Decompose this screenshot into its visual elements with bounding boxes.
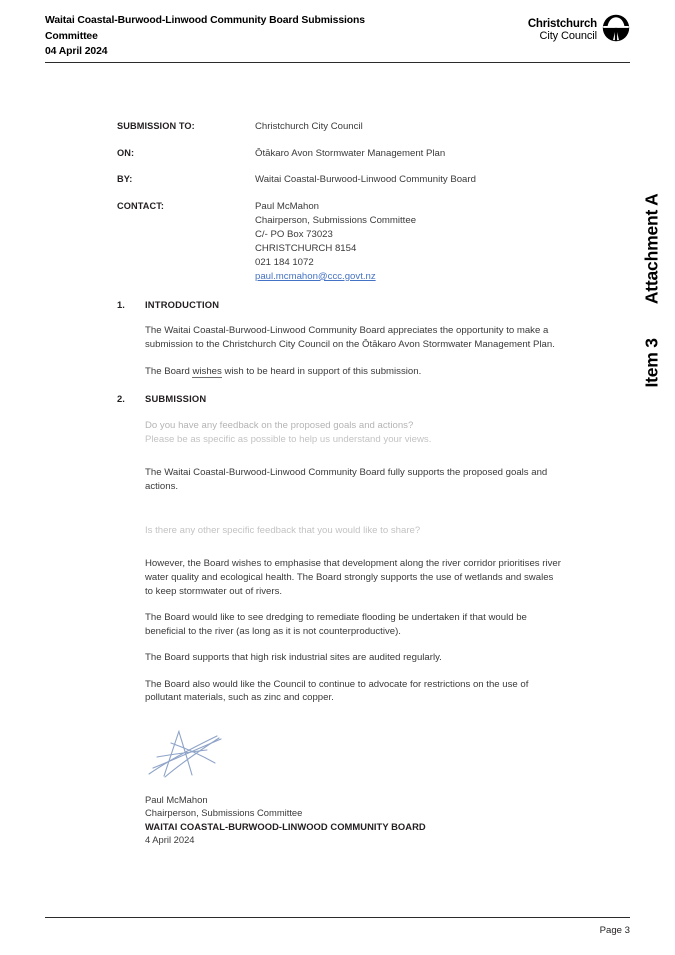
section-introduction-title: INTRODUCTION — [145, 298, 220, 310]
contact-address-line-1: C/- PO Box 73023 — [255, 228, 333, 240]
meta-label-submission-to: SUBMISSION TO: — [117, 121, 195, 131]
header-title — [45, 13, 365, 60]
question-prompt-1-line-2: Please be as specific as possible to help us understand your views. — [145, 433, 432, 445]
introduction-paragraph-2-suffix: wish to be heard in support of this submission. — [221, 365, 422, 377]
submission-answer-1: The Waitai Coastal-Burwood-Linwood Community Board fully supports the proposed goals and actions. — [145, 467, 548, 492]
section-introduction-body — [145, 324, 562, 378]
introduction-paragraph-2 — [145, 365, 562, 379]
header-title-line-2: Committee — [45, 30, 98, 42]
meta-label-on: ON: — [117, 147, 135, 158]
council-crest-icon — [602, 14, 630, 47]
section-introduction-number: 1. — [117, 298, 125, 310]
section-submission-heading — [117, 392, 562, 406]
footer-divider — [45, 917, 630, 918]
contact-role: Chairperson, Submissions Committee — [255, 214, 417, 226]
signature-image — [145, 727, 562, 789]
question-prompt-1 — [145, 419, 562, 447]
question-prompt-2-line-1: Is there any other specific feedback that you would like to share? — [145, 524, 421, 536]
meta-row-submission-to — [117, 120, 562, 147]
header-divider — [45, 62, 630, 63]
contact-address-line-2: CHRISTCHURCH 8154 — [255, 242, 357, 254]
meta-value-by: Waitai Coastal-Burwood-Linwood Community Board — [255, 174, 476, 186]
signature-name: Paul McMahon — [145, 794, 208, 806]
logo-line-2: City Council — [539, 29, 597, 42]
signature-organisation: WAITAI COASTAL-BURWOOD-LINWOOD COMMUNITY BOARD — [145, 820, 426, 832]
meta-row-by — [117, 173, 562, 200]
section-submission-title: SUBMISSION — [145, 393, 207, 405]
logo-line-1: Christchurch — [527, 18, 597, 30]
signature-role: Chairperson, Submissions Committee — [145, 807, 303, 819]
meta-row-contact — [117, 200, 562, 284]
meta-value-submission-to: Christchurch City Council — [255, 121, 363, 132]
document-header — [45, 13, 630, 60]
footer-page-number: Page 3 — [599, 925, 630, 936]
meta-label-by: BY: — [117, 174, 133, 185]
question-prompt-1-line-1: Do you have any feedback on the proposed goals and actions? — [145, 419, 414, 431]
logo-wordmark — [528, 19, 597, 42]
spellcheck-marked-word: wishes — [192, 365, 222, 377]
meta-label-contact: CONTACT: — [117, 200, 165, 211]
signature-date: 4 April 2024 — [145, 834, 195, 846]
contact-email-link[interactable]: paul.mcmahon@ccc.govt.nz — [255, 270, 376, 282]
submission-details-table — [117, 120, 562, 284]
meta-value-contact — [255, 200, 562, 284]
submission-answer-2: However, the Board wishes to emphasise that development along the river corridor prioritises river water quality and ecological health. The Board strongly supports the use of wetlands and swales to keep stormwater out of rivers. — [145, 558, 561, 597]
header-title-line-1: Waitai Coastal-Burwood-Linwood Community Board Submissions — [45, 15, 365, 26]
introduction-paragraph-1: The Waitai Coastal-Burwood-Linwood Community Board appreciates the opportunity to make a submission to the Christchurch City Council on the Ōtākaro Avon Stormwater Management Plan. — [145, 325, 555, 350]
introduction-paragraph-2-prefix: The Board — [145, 365, 193, 377]
contact-name: Paul McMahon — [255, 200, 319, 212]
side-tab-attachment: Attachment A — [641, 193, 662, 305]
contact-phone: 021 184 1072 — [255, 256, 314, 268]
submission-answer-4: The Board supports that high risk industrial sites are audited regularly. — [145, 652, 442, 664]
section-submission — [117, 392, 562, 705]
question-prompt-2 — [145, 524, 562, 538]
section-submission-body — [145, 419, 562, 705]
meta-value-on: Ōtākaro Avon Stormwater Management Plan — [255, 147, 446, 159]
christchurch-city-council-logo — [528, 14, 630, 47]
header-date: 04 April 2024 — [45, 46, 108, 57]
side-tab-item: Item 3 — [641, 338, 662, 388]
document-body — [117, 120, 562, 847]
side-tab — [635, 150, 669, 430]
signature-block — [145, 793, 562, 847]
side-tab-text — [642, 193, 663, 387]
meta-row-on — [117, 147, 562, 174]
submission-answer-3: The Board would like to see dredging to remediate flooding be undertaken if that would be beneficial to the river (as long as it is not counterproductive). — [145, 612, 527, 637]
submission-answer-5: The Board also would like the Council to continue to advocate for restrictions on the use of pollutant materials, such as zinc and copper. — [145, 678, 529, 704]
section-submission-number: 2. — [117, 393, 125, 405]
section-introduction — [117, 298, 562, 378]
section-introduction-heading — [117, 298, 562, 312]
